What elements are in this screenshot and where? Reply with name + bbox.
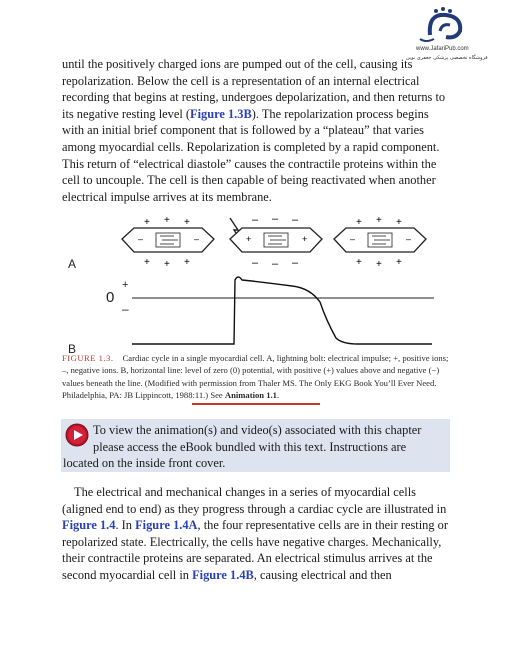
caption-end: . xyxy=(276,390,280,401)
text-line: second myocardial cell in xyxy=(62,567,193,582)
text-line: its negative resting level ( xyxy=(62,106,190,121)
figure-1-3 xyxy=(62,212,440,354)
figure-caption xyxy=(62,352,452,402)
negative-ion-label: – xyxy=(272,213,279,225)
logo-icon xyxy=(416,5,476,45)
figure-illustration xyxy=(62,212,440,354)
negative-ion-label: – xyxy=(272,258,279,270)
text-line: until the positively charged ions are pumped out of the cell, causing its xyxy=(62,57,413,71)
negative-ion-label: – xyxy=(292,257,299,269)
text-line: ). The repolarization process begins xyxy=(251,106,429,121)
panel-label-a: A xyxy=(68,257,77,271)
positive-ion-label: + xyxy=(356,257,362,268)
note-line: To view the animation(s) and video(s) associated with this chapter xyxy=(93,423,422,437)
body-paragraph-1 xyxy=(62,56,452,205)
action-potential-trace xyxy=(132,277,432,344)
text-line: cell to uncouple. The cell is then capable of being reactivated when another xyxy=(62,173,436,188)
caption-text: Cardiac cycle in a single myocardial cell. A, lightning bolt: electrical impulse; +, positive ions; –, negative ions. B, horizontal line: level of zero (0) potential, with positive (+) values above and negative (−) values beneath the line. (Modified with permission from Thaler MS. The Only EKG Book You’ll Ever Need. Philadelphia, PA: JB Lippincott, 1988:11.) See xyxy=(62,353,449,401)
panel-label-b: B xyxy=(68,342,77,354)
positive-ion-label: + xyxy=(376,215,382,226)
logo-subtitle: فروشگاه تخصصی پزشکی جعفری نوین xyxy=(406,55,488,61)
positive-ion-label: + xyxy=(376,259,382,270)
caption-divider xyxy=(192,403,320,405)
myocardial-cell-2 xyxy=(230,213,322,270)
caption-label: FIGURE 1.3. xyxy=(62,353,114,363)
negative-ion-label: – xyxy=(252,214,259,226)
positive-ion-label: + xyxy=(144,257,150,268)
text-line: This return of “electrical diastole” causes the contractile proteins within the xyxy=(62,156,437,171)
positive-ion-label: + xyxy=(356,217,362,228)
negative-ion-label: – xyxy=(406,234,412,244)
logo-url: www.JafariPub.com xyxy=(416,46,469,52)
axis-minus-label: – xyxy=(122,302,129,316)
positive-ion-label: + xyxy=(246,234,252,244)
animation-link[interactable]: Animation 1.1 xyxy=(224,390,277,401)
note-line: located on the inside front cover. xyxy=(63,456,226,471)
negative-ion-label: – xyxy=(350,234,356,244)
figure-link-1-3b[interactable]: Figure 1.3B xyxy=(190,106,252,121)
negative-ion-label: – xyxy=(138,234,144,244)
myocardial-cell-3 xyxy=(334,215,426,270)
axis-plus-label: + xyxy=(122,279,129,291)
note-line: please access the eBook bundled with this text. Instructions are xyxy=(93,439,407,454)
text-line: repolarized state. Electrically, the cells have negative charges. Mechanically, xyxy=(62,534,442,549)
positive-ion-label: + xyxy=(184,257,190,268)
text-line: with an initial brief component that is followed by a “plateau” that varies xyxy=(62,123,424,138)
text-line: repolarization. Below the cell is a representation of an internal electrical xyxy=(62,73,420,88)
axis-zero-label: 0 xyxy=(106,289,115,306)
text-line: The electrical and mechanical changes in a series of myocardial cells xyxy=(74,485,416,499)
positive-ion-label: + xyxy=(164,215,170,226)
text-line: among myocardial cells. Repolarization is completed by a rapid component. xyxy=(62,139,440,154)
text-line: , causing electrical and then xyxy=(253,567,392,582)
positive-ion-label: + xyxy=(184,217,190,228)
text-line: recording that begins at resting, undergoes depolarization, and then returns to xyxy=(62,90,446,105)
text-line: electrical impulse arrives at its membrane. xyxy=(62,189,272,204)
figure-link-1-4a[interactable]: Figure 1.4A xyxy=(135,518,198,533)
positive-ion-label: + xyxy=(164,259,170,270)
myocardial-cell-1 xyxy=(122,215,214,270)
negative-ion-label: – xyxy=(194,234,200,244)
body-paragraph-2 xyxy=(62,484,452,584)
negative-ion-label: – xyxy=(292,214,299,226)
positive-ion-label: + xyxy=(396,217,402,228)
text-line: (aligned end to end) as they progress through a cardiac cycle are illustrated in xyxy=(62,501,447,516)
note-text xyxy=(61,422,441,472)
positive-ion-label: + xyxy=(302,234,308,244)
negative-ion-label: – xyxy=(252,257,259,269)
text-line: . In xyxy=(115,518,136,533)
figure-link-1-4[interactable]: Figure 1.4 xyxy=(62,518,116,533)
positive-ion-label: + xyxy=(396,257,402,268)
figure-link-1-4b[interactable]: Figure 1.4B xyxy=(192,567,254,582)
ebook-note-box xyxy=(61,419,450,472)
text-line: their contractile proteins are separated. An electrical stimulus arrives at the xyxy=(62,551,433,566)
positive-ion-label: + xyxy=(144,217,150,228)
text-line: , the four representative cells are in their resting or xyxy=(197,518,448,533)
publisher-logo xyxy=(402,5,494,63)
